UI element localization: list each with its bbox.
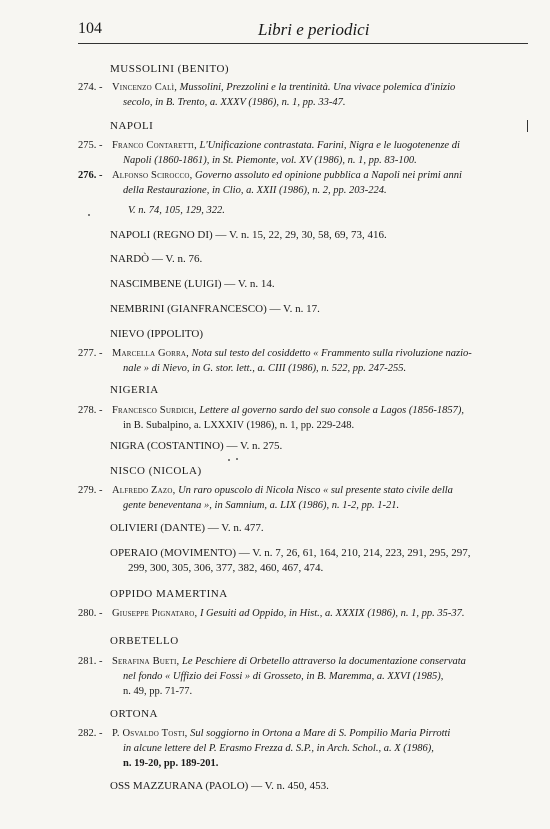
heading-ortona: ORTONA [110,708,158,720]
entry-274 [0,80,550,110]
print-speck [236,458,238,460]
heading-mussolini: MUSSOLINI (BENITO) [110,63,230,75]
entry-number: 274. - [78,82,103,93]
entry-author: Serafina Bueti, [112,656,180,667]
xref-olivieri: OLIVIERI (DANTE) — V. n. 477. [110,522,264,534]
entry-282 [0,726,550,771]
print-speck [88,214,90,216]
entry-citation: secolo, in B. Trento, a. XXXV (1986), n. 1, pp. 33-47. [123,97,346,108]
running-header [78,20,528,42]
entry-title: Sul soggiorno in Ortona a Mare di S. Pompilio Maria Pirrotti [187,728,451,739]
xref-nembrini: NEMBRINI (GIANFRANCESCO) — V. n. 17. [110,303,320,315]
entry-citation: della Restaurazione, in Clio, a. XXII (1986), n. 2, pp. 203-224. [123,185,387,196]
entry-number: 279. - [78,485,103,496]
entry-280 [0,606,550,621]
entry-number: 275. - [78,140,103,151]
xref-napoli-see: V. n. 74, 105, 129, 322. [128,205,225,216]
xref-operaio-line-2: 299, 300, 305, 306, 377, 382, 460, 467, 474. [128,562,324,574]
entry-278 [0,403,550,433]
entry-number: 277. - [78,348,103,359]
heading-nisco: NISCO (NICOLA) [110,465,202,477]
entry-number: 280. - [78,608,103,619]
page-number: 104 [78,20,102,37]
entry-author: P. Osvaldo Tosti, [112,728,188,739]
entry-title: L'Unificazione contrastata. Farini, Nigra e le luogotenenze di [196,140,460,151]
entry-citation: in B. Subalpino, a. LXXXIV (1986), n. 1, pp. 229-248. [123,420,355,431]
entry-citation: Napoli (1860-1861), in St. Piemonte, vol. XV (1986), n. 1, pp. 83-100. [123,155,417,166]
header-rule [78,43,528,44]
xref-operaio [110,546,550,576]
xref-operaio-line-1: OPERAIO (MOVIMENTO) — V. n. 7, 26, 61, 164, 210, 214, 223, 291, 295, 297, [110,547,471,559]
xref-nascimbene: NASCIMBENE (LUIGI) — V. n. 14. [110,278,275,290]
entry-279 [0,483,550,513]
entry-275 [0,138,550,168]
entry-citation-end: n. 19-20, pp. 189-201. [123,758,219,769]
heading-orbetello: ORBETELLO [110,635,179,647]
entry-author: Marcella Gorra, [112,348,189,359]
entry-author: Alfredo Zazo, [112,485,176,496]
entry-number: 281. - [78,656,103,667]
entry-276 [0,168,550,198]
entry-citation: nel fondo « Uffizio dei Fossi » di Grosseto, in B. Maremma, a. XXVI (1985), [123,671,444,682]
entry-author: Franco Contaretti, [112,140,197,151]
entry-citation-end: n. 49, pp. 71-77. [123,686,193,697]
xref-oss-mazzurana: OSS MAZZURANA (PAOLO) — V. n. 450, 453. [110,780,329,792]
xref-nigra: NIGRA (COSTANTINO) — V. n. 275. [110,440,283,452]
margin-mark [527,120,528,132]
entry-author: Vincenzo Calì, [112,82,178,93]
entry-281 [0,654,550,699]
entry-citation: nale » di Nievo, in G. stor. lett., a. CIII (1986), n. 522, pp. 247-255. [123,363,407,374]
heading-napoli: NAPOLI [110,120,154,132]
entry-citation: in alcune lettere del P. Erasmo Frezza d. S.P., in Arch. Schol., a. X (1986), [123,743,434,754]
entry-title: Un raro opuscolo di Nicola Nisco « sul presente stato civile della [175,485,453,496]
entry-author: Francesco Surdich, [112,405,197,416]
print-speck [228,459,230,461]
entry-title: Governo assoluto ed opinione pubblica a Napoli nei primi anni [192,170,462,181]
heading-oppido: OPPIDO MAMERTINA [110,588,228,600]
entry-author: Giuseppe Pignataro, [112,608,198,619]
heading-nigeria: NIGERIA [110,384,159,396]
entry-number: 278. - [78,405,103,416]
entry-title: Lettere al governo sardo del suo console a Lagos (1856-1857), [196,405,464,416]
entry-number: 276. - [78,170,103,181]
entry-citation: gente beneventana », in Samnium, a. LIX (1986), n. 1-2, pp. 1-21. [123,500,400,511]
entry-number: 282. - [78,728,103,739]
running-title: Libri e periodici [258,20,370,39]
entry-title: Nota sul testo del cosiddetto « Frammento sulla rivoluzione nazio- [188,348,472,359]
heading-nievo: NIEVO (IPPOLITO) [110,328,203,340]
entry-title: Le Peschiere di Orbetello attraverso la documentazione conservata [179,656,466,667]
xref-nardo: NARDÒ — V. n. 76. [110,253,203,265]
entry-title: I Gesuiti ad Oppido, in Hist., a. XXXIX (1986), n. 1, pp. 35-37. [197,608,465,619]
xref-napoli-regno: NAPOLI (REGNO DI) — V. n. 15, 22, 29, 30, 58, 69, 73, 416. [110,229,387,241]
entry-title: Mussolini, Prezzolini e la trentinità. Una vivace polemica d'inizio [177,82,456,93]
entry-author: Alfonso Scirocco, [112,170,193,181]
entry-277 [0,346,550,376]
